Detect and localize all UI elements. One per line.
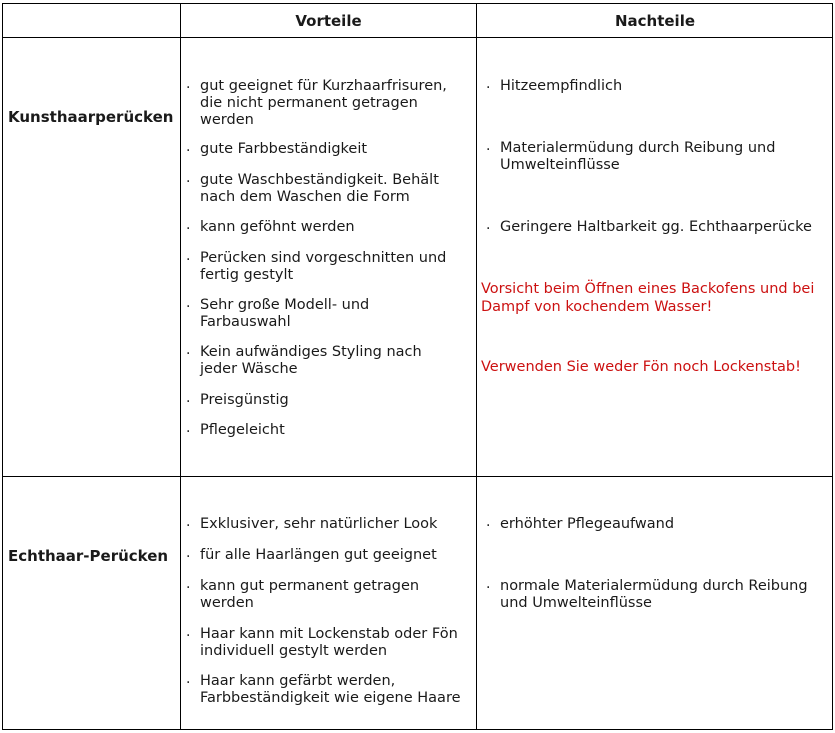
list-item: gute Waschbeständigkeit. Behält nach dem Waschen die Form	[200, 172, 439, 205]
list-item: Pflegeleicht	[200, 422, 285, 438]
list-item: Perücken sind vorgeschnitten und fertig gestylt	[200, 250, 447, 283]
bullet-icon: ·	[186, 394, 191, 410]
bullet-icon: ·	[186, 80, 191, 96]
list-item: gute Farbbeständigkeit	[200, 141, 368, 157]
bullet-icon: ·	[186, 518, 191, 534]
list-item: Haar kann mit Lockenstab oder Fön individuell gestylt werden	[200, 626, 458, 659]
bullet-icon: ·	[486, 142, 491, 158]
list-item: erhöhter Pflegeaufwand	[500, 516, 675, 532]
list-item: gut geeignet für Kurzhaarfrisuren, die nicht permanent getragen werden	[200, 78, 447, 128]
bullet-icon: ·	[186, 549, 191, 565]
bullet-icon: ·	[486, 518, 491, 534]
list-item: Hitzeempfindlich	[500, 78, 623, 94]
list-item: Materialermüdung durch Reibung und Umwelteinflüsse	[500, 140, 776, 173]
column-divider	[476, 3, 477, 730]
warning-text: Verwenden Sie weder Fön noch Lockenstab!	[481, 359, 801, 375]
bullet-icon: ·	[186, 628, 191, 644]
bullet-icon: ·	[186, 424, 191, 440]
bullet-icon: ·	[186, 580, 191, 596]
column-divider	[180, 3, 181, 730]
bullet-icon: ·	[186, 143, 191, 159]
row-label-echthaar: Echthaar-Perücken	[8, 547, 169, 565]
list-item: Sehr große Modell- und Farbauswahl	[200, 297, 370, 330]
bullet-icon: ·	[186, 675, 191, 691]
bullet-icon: ·	[186, 299, 191, 315]
warning-text: Vorsicht beim Öffnen eines Backofens und bei Dampf von kochendem Wasser!	[481, 281, 815, 315]
bullet-icon: ·	[486, 580, 491, 596]
bullet-icon: ·	[186, 346, 191, 362]
bullet-icon: ·	[186, 221, 191, 237]
list-item: Preisgünstig	[200, 392, 289, 408]
header-vorteile: Vorteile	[295, 12, 362, 30]
list-item: für alle Haarlängen gut geeignet	[200, 547, 437, 563]
bullet-icon: ·	[486, 221, 491, 237]
header-divider	[2, 37, 833, 38]
bullet-icon: ·	[486, 80, 491, 96]
header-nachteile: Nachteile	[614, 12, 696, 30]
list-item: normale Materialermüdung durch Reibung und Umwelteinflüsse	[500, 578, 808, 611]
bullet-icon: ·	[186, 174, 191, 190]
list-item: Kein aufwändiges Styling nach jeder Wäsche	[200, 344, 422, 377]
list-item: Haar kann gefärbt werden, Farbbeständigkeit wie eigene Haare	[200, 673, 461, 706]
list-item: Geringere Haltbarkeit gg. Echthaarperücke	[500, 219, 812, 235]
list-item: kann geföhnt werden	[200, 219, 355, 235]
row-divider	[2, 476, 833, 477]
bullet-icon: ·	[186, 252, 191, 268]
list-item: kann gut permanent getragen werden	[200, 578, 420, 611]
row-label-kunsthaar: Kunsthaarperücken	[8, 108, 174, 126]
list-item: Exklusiver, sehr natürlicher Look	[200, 516, 438, 532]
